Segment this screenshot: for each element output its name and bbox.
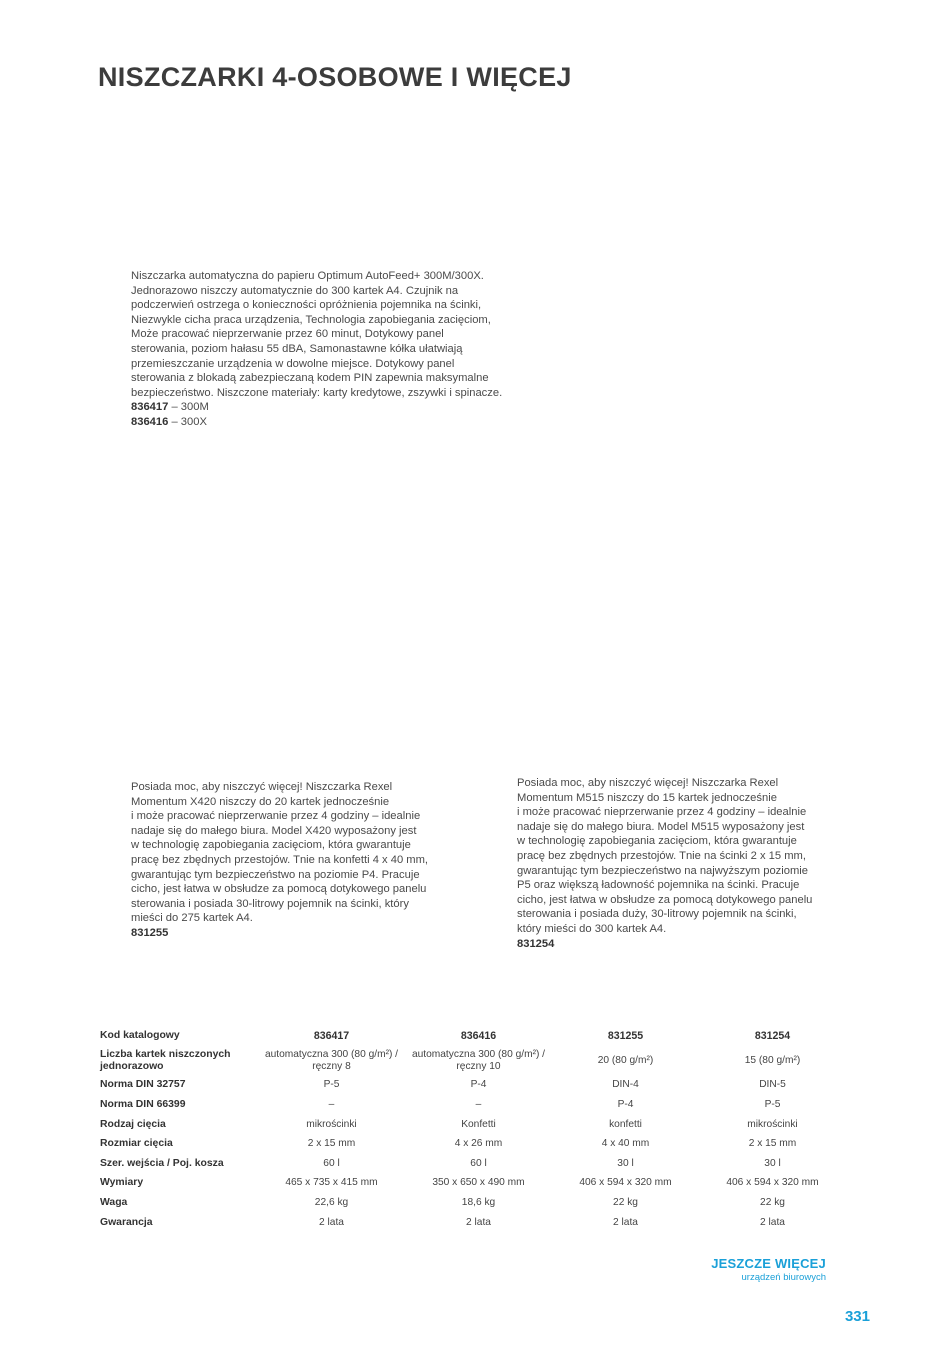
spec-cell: – (328, 1098, 335, 1110)
spec-column-code: 831255 (607, 1029, 644, 1042)
description-line: nadaje się do małego biura. Model X420 wyposażony jest (131, 824, 417, 837)
description-line: w technologię zapobiegania zacięciom, która gwarantuje (131, 839, 411, 852)
spec-cell: – (475, 1098, 482, 1110)
spec-row-label: Gwarancja (100, 1216, 153, 1228)
spec-cell: P-5 (764, 1098, 781, 1110)
spec-cell: 22,6 kg (314, 1196, 349, 1208)
more-products-link[interactable] (711, 1256, 826, 1283)
spec-cell: P-4 (617, 1098, 634, 1110)
product-description-optimum-autofeed (131, 269, 531, 430)
spec-cell: 2 x 15 mm (307, 1138, 356, 1150)
description-line: gwarantując tym bezpieczeństwo na poziomie P4. Pracuje (131, 868, 420, 881)
description-line: cicho, jest łatwa w obsłudze za pomocą dotykowego panelu (517, 893, 813, 906)
spec-cell: automatyczna 300 (80 g/m²) / ręczny 10 (411, 1048, 546, 1072)
spec-row-label: Rodzaj cięcia (100, 1118, 166, 1130)
description-line: Momentum M515 niszczy do 15 kartek jednocześnie (517, 791, 777, 804)
spec-cell: P-5 (323, 1079, 340, 1091)
spec-row-label: Liczba kartek niszczonych jednorazowo (100, 1048, 231, 1072)
product-variant: – 300X (168, 415, 207, 428)
description-line: Posiada moc, aby niszczyć więcej! Niszczarka Rexel (517, 777, 779, 789)
description-line: i może pracować nieprzerwanie przez 4 godziny – idealnie (131, 810, 421, 823)
product-code: 836416 (131, 415, 169, 428)
spec-cell: 30 l (617, 1157, 634, 1169)
spec-row-label: Norma DIN 66399 (100, 1098, 186, 1110)
description-line: Niszczarka automatyczna do papieru Optimum AutoFeed+ 300M/300X. (131, 270, 484, 282)
spec-cell: P-4 (470, 1079, 487, 1091)
spec-row-label: Szer. wejścia / Poj. kosza (100, 1157, 224, 1169)
description-line: sterowania, poziom hałasu 55 dBA, Samonastawne kółka ułatwiają (131, 342, 463, 355)
description-line: sterowania i posiada duży, 30-litrowy pojemnik na ścinki, (517, 908, 797, 921)
description-line: cicho, jest łatwa w obsłudze za pomocą dotykowego panelu (131, 883, 427, 896)
spec-row (100, 1134, 846, 1154)
description-line: w technologię zapobiegania zacięciom, która gwarantuje (517, 835, 797, 848)
spec-cell: DIN-5 (759, 1079, 786, 1091)
spec-cell: 350 x 650 x 490 mm (432, 1177, 525, 1189)
spec-header-row (100, 1026, 846, 1046)
product-variant: – 300M (168, 401, 209, 414)
spec-column-code: 831254 (754, 1029, 791, 1042)
spec-row-label: Rozmiar cięcia (100, 1138, 173, 1150)
spec-cell: konfetti (609, 1118, 642, 1130)
description-line: Momentum X420 niszczy do 20 kartek jednocześnie (131, 795, 390, 808)
description-line: Posiada moc, aby niszczyć więcej! Niszczarka Rexel (131, 781, 393, 793)
spec-cell: 22 kg (613, 1196, 638, 1208)
description-line: gwarantując tym bezpieczeństwo na najwyższym poziomie (517, 864, 809, 877)
spec-cell: automatyczna 300 (80 g/m²) / ręczny 8 (264, 1048, 399, 1072)
spec-row (100, 1115, 846, 1135)
spec-cell: 406 x 594 x 320 mm (579, 1177, 672, 1189)
spec-cell: 2 lata (466, 1216, 491, 1228)
description-line: Jednorazowo niszczy automatycznie do 300 kartek A4. Czujnik na (131, 284, 459, 297)
description-line: bezpieczeństwo. Niszczone materiały: karty kredytowe, zszywki i spinacze. (131, 386, 503, 399)
spec-cell: 60 l (470, 1157, 487, 1169)
spec-row (100, 1154, 846, 1174)
more-subtitle: urządzeń biurowych (741, 1272, 826, 1283)
spec-cell: DIN-4 (612, 1079, 639, 1091)
product-code: 836417 (131, 401, 169, 414)
spec-cell: 2 lata (319, 1216, 344, 1228)
spec-row (100, 1174, 846, 1194)
description-line: podczerwień ostrzega o konieczności opróżnienia pojemnika na ścinki, (131, 299, 482, 312)
spec-cell: 30 l (764, 1157, 781, 1169)
spec-cell: 20 (80 g/m²) (597, 1054, 654, 1066)
spec-cell: mikrościnki (747, 1118, 798, 1130)
description-line: pracę bez zbędnych przestojów. Tnie na ścinki 2 x 15 mm, (517, 849, 806, 862)
spec-cell: 18,6 kg (461, 1196, 496, 1208)
description-line: nadaje się do małego biura. Model M515 wyposażony jest (517, 820, 805, 833)
spec-cell: 2 lata (760, 1216, 785, 1228)
spec-cell: 60 l (323, 1157, 340, 1169)
spec-cell: 2 x 15 mm (748, 1138, 797, 1150)
spec-row-label: Wymiary (100, 1177, 144, 1189)
page-title: NISZCZARKI 4-OSOBOWE I WIĘCEJ (98, 62, 572, 92)
spec-cell: 15 (80 g/m²) (744, 1054, 801, 1066)
description-line: pracę bez zbędnych przestojów. Tnie na konfetti 4 x 40 mm, (131, 853, 429, 866)
spec-cell: 22 kg (760, 1196, 785, 1208)
spec-row (100, 1213, 846, 1233)
product-description-momentum-m515 (517, 776, 837, 951)
spec-row (100, 1046, 846, 1076)
spec-row-label: Norma DIN 32757 (100, 1079, 186, 1091)
product-code-line (131, 400, 531, 415)
spec-cell: 406 x 594 x 320 mm (726, 1177, 819, 1189)
spec-cell: mikrościnki (306, 1118, 357, 1130)
description-line: który mieści do 300 kartek A4. (517, 922, 667, 935)
description-line: Może pracować nieprzerwanie przez 60 minut, Dotykowy panel (131, 328, 444, 341)
spec-row (100, 1193, 846, 1213)
product-code: 831254 (517, 937, 555, 950)
product-code-line (517, 937, 837, 952)
description-line: mieści do 275 kartek A4. (131, 912, 253, 925)
spec-cell: Konfetti (461, 1118, 496, 1130)
spec-cell: 4 x 40 mm (601, 1138, 650, 1150)
spec-cell: 2 lata (613, 1216, 638, 1228)
spec-row (100, 1095, 846, 1115)
more-title: JESZCZE WIĘCEJ (711, 1256, 826, 1271)
description-line: sterowania z blokadą zabezpieczaną kodem PIN zapewnia maksymalne (131, 372, 489, 385)
description-line: i może pracować nieprzerwanie przez 4 godziny – idealnie (517, 806, 807, 819)
spec-column-code: 836417 (313, 1029, 350, 1042)
spec-row (100, 1076, 846, 1096)
product-description-momentum-x420 (131, 780, 451, 941)
product-code-line (131, 926, 451, 941)
spec-row-label: Waga (100, 1196, 128, 1208)
page-number: 331 (844, 1308, 870, 1325)
spec-cell: 4 x 26 mm (454, 1138, 503, 1150)
product-code-line (131, 415, 531, 430)
description-line: sterowania i posiada 30-litrowy pojemnik na ścinki, który (131, 897, 409, 910)
product-code: 831255 (131, 926, 169, 939)
description-line: Niezwykle cicha praca urządzenia, Technologia zapobiegania zacięciom, (131, 313, 491, 326)
spec-table (100, 1026, 846, 1232)
spec-header-label: Kod katalogowy (100, 1029, 180, 1041)
description-line: P5 oraz większą ładowność pojemnika na ścinki. Pracuje (517, 879, 800, 892)
spec-column-code: 836416 (460, 1029, 497, 1042)
description-line: przemieszczanie urządzenia w dowolne miejsce. Dotykowy panel (131, 357, 455, 370)
spec-cell: 465 x 735 x 415 mm (285, 1177, 378, 1189)
